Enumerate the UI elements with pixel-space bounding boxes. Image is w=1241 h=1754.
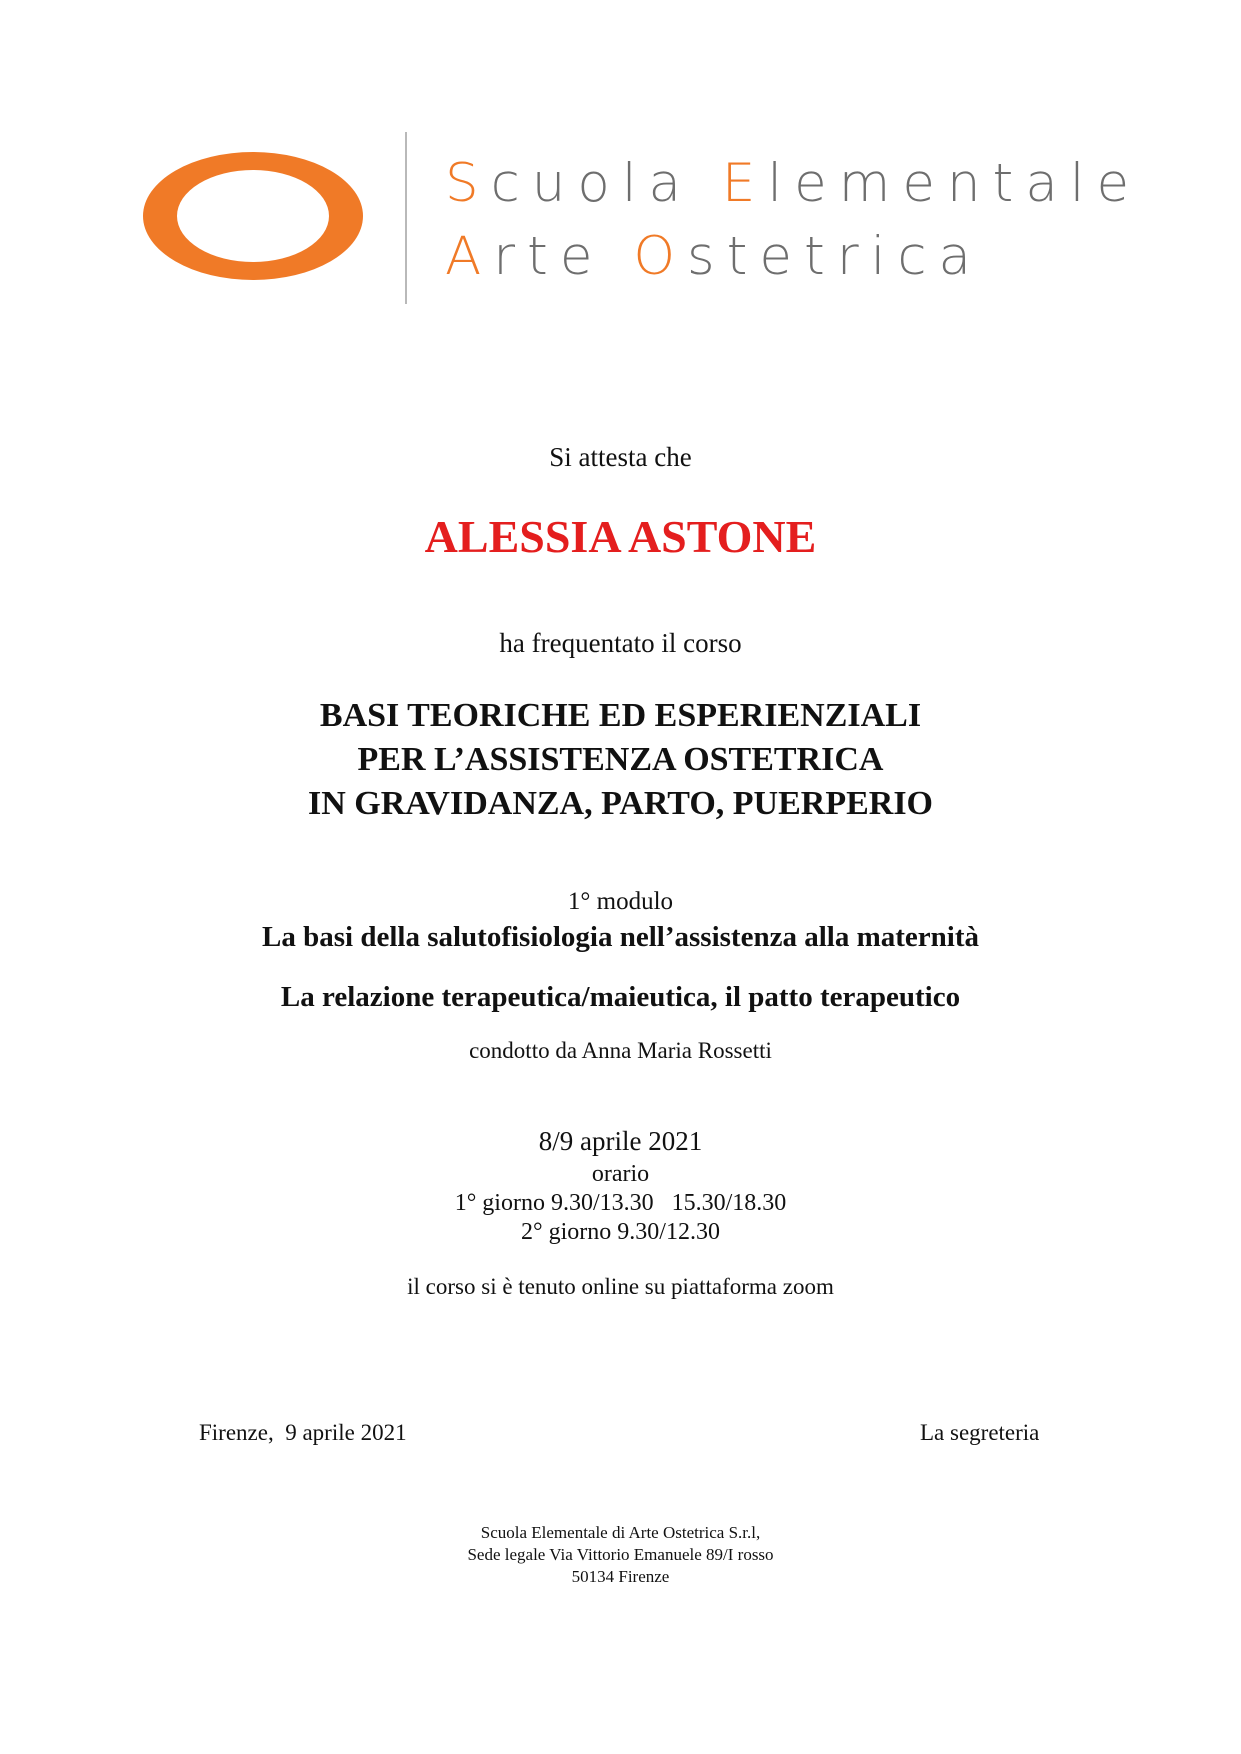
footer-address [0, 1522, 1241, 1588]
footer-line: Scuola Elementale di Arte Ostetrica S.r.l, [480, 1523, 761, 1542]
attended-text: ha frequentato il corso [499, 628, 742, 658]
attestation-intro: Si attesta che [549, 442, 692, 472]
logo-divider [405, 132, 407, 304]
course-hours [0, 1160, 1241, 1247]
course-title-line: PER L’ASSISTENZA OSTETRICA [357, 741, 884, 778]
hours-day-2: 2° giorno 9.30/12.30 [521, 1219, 720, 1245]
logo-word-rest: lementale [767, 153, 1142, 214]
logo-word-arte: Arte [445, 226, 605, 287]
course-title [0, 694, 1241, 826]
online-note: il corso si è tenuto online su piattaforma zoom [407, 1274, 834, 1299]
module-label: 1° modulo [567, 888, 674, 915]
course-title-line: BASI TEORICHE ED ESPERIENZIALI [319, 697, 922, 734]
logo-o-mark [143, 152, 363, 280]
module-topic-1: La basi della salutofisiologia nell’assistenza alla maternità [262, 921, 979, 953]
course-dates: 8/9 aprile 2021 [538, 1126, 703, 1156]
footer-line: Sede legale Via Vittorio Emanuele 89/I rosso [467, 1545, 774, 1564]
logo-line-2 [445, 226, 983, 287]
conducted-by: condotto da Anna Maria Rossetti [469, 1038, 772, 1063]
logo-word-elementale: Elementale [721, 153, 1142, 214]
hours-label: orario [591, 1161, 650, 1187]
footer-line: 50134 Firenze [571, 1567, 670, 1586]
recipient-name: ALESSIA ASTONE [424, 511, 817, 562]
logo-line-1 [445, 153, 1142, 214]
school-logo [0, 0, 1241, 320]
logo-word-scuola: Scuola [445, 153, 694, 214]
place-date: Firenze, 9 aprile 2021 [199, 1420, 407, 1445]
logo-word-rest: rte [493, 226, 605, 287]
course-title-line: IN GRAVIDANZA, PARTO, PUERPERIO [307, 785, 934, 822]
hours-day-1: 1° giorno 9.30/13.30 15.30/18.30 [454, 1190, 787, 1216]
logo-word-ostetrica: Ostetrica [633, 226, 983, 287]
signature-label: La segreteria [920, 1420, 1040, 1445]
logo-word-rest: stetrica [687, 226, 983, 287]
module-topic-2: La relazione terapeutica/maieutica, il patto terapeutico [280, 981, 961, 1013]
logo-word-rest: cuola [490, 153, 694, 214]
